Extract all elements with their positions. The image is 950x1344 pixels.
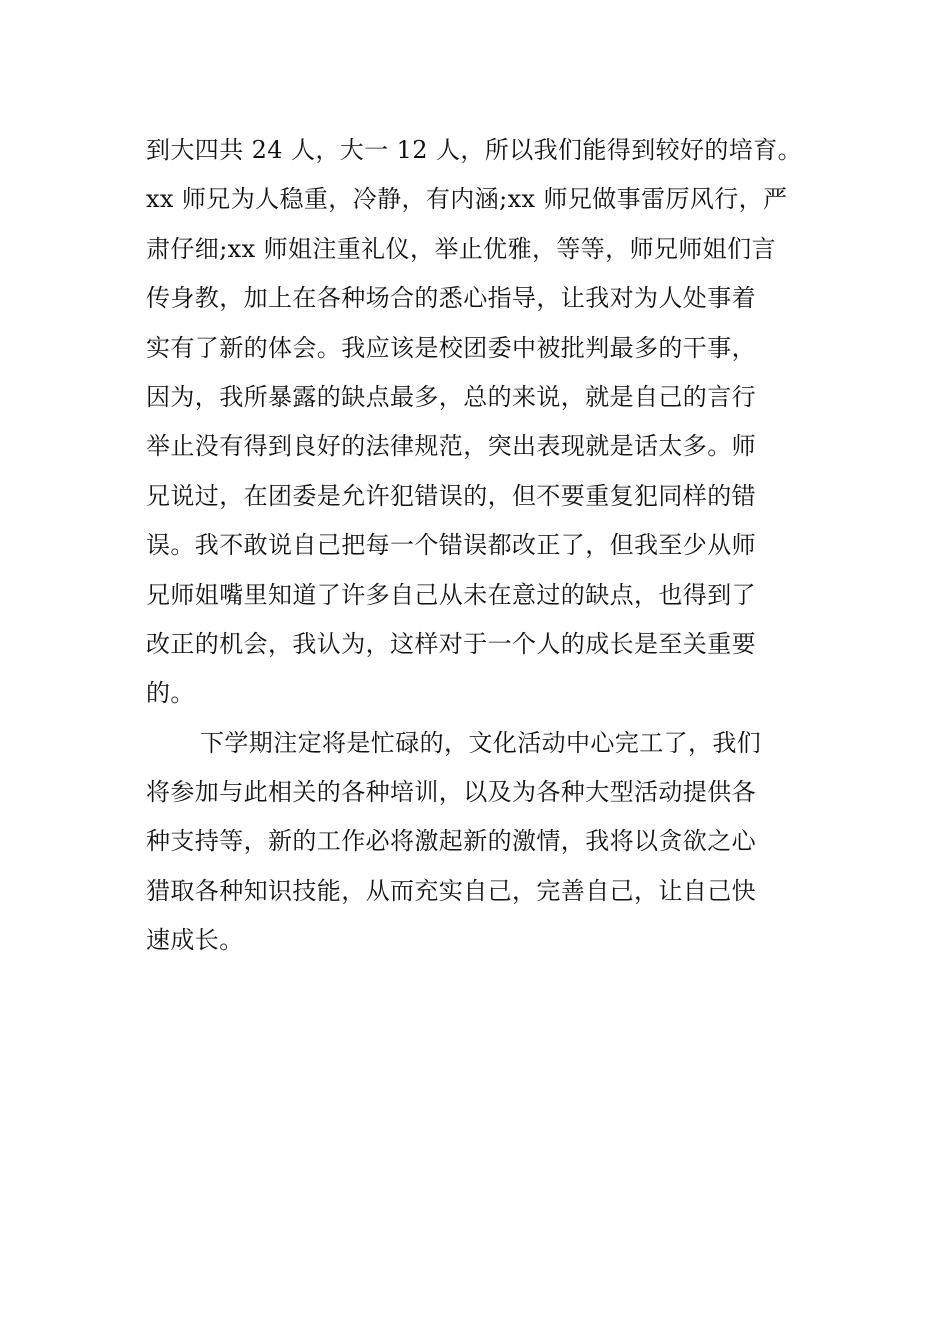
paragraph-2-line-2: 将参加与此相关的各种培训，以及为各种大型活动提供各 [146,778,756,807]
paragraph-1-line-9: 误。我不敢说自己把每一个错误都改正了，但我至少从师 [146,531,756,560]
paragraph-1-line-11: 改正的机会，我认为，这样对于一个人的成长是至关重要 [146,629,756,658]
paragraph-1-line-6: 因为，我所暴露的缺点最多，总的来说，就是自己的言行 [146,382,756,411]
paragraph-1-line-1: 到大四共 24 人，大一 12 人，所以我们能得到较好的培育。 [146,136,802,164]
paragraph-2-line-3: 种支持等，新的工作必将激起新的激情，我将以贪欲之心 [146,827,756,856]
paragraph-1-line-7: 举止没有得到良好的法律规范，突出表现就是话太多。师 [146,432,756,461]
paragraph-1-line-8: 兄说过，在团委是允许犯错误的，但不要重复犯同样的错 [146,481,756,510]
paragraph-1-line-5: 实有了新的体会。我应该是校团委中被批判最多的干事， [146,333,756,362]
document-body [146,126,836,966]
paragraph-1-line-3: 肃仔细;xx 师姐注重礼仪，举止优雅，等等，师兄师姐们言 [146,234,776,263]
paragraph-2-line-4: 猎取各种知识技能，从而充实自己，完善自己，让自己快 [146,876,756,905]
paragraph-1-line-12: 的。 [146,679,195,708]
paragraph-2-line-5: 速成长。 [146,926,244,955]
paragraph-2-line-1: 下学期注定将是忙碌的，文化活动中心完工了，我们 [200,728,762,757]
paragraph-1-line-4: 传身教，加上在各种场合的悉心指导，让我对为人处事着 [146,284,756,313]
paragraph-1 [146,126,836,719]
paragraph-1-line-2: xx 师兄为人稳重，冷静，有内涵;xx 师兄做事雷厉风行，严 [146,185,788,214]
paragraph-1-line-10: 兄师姐嘴里知道了许多自己从未在意过的缺点，也得到了 [146,580,756,609]
paragraph-2 [146,719,836,966]
